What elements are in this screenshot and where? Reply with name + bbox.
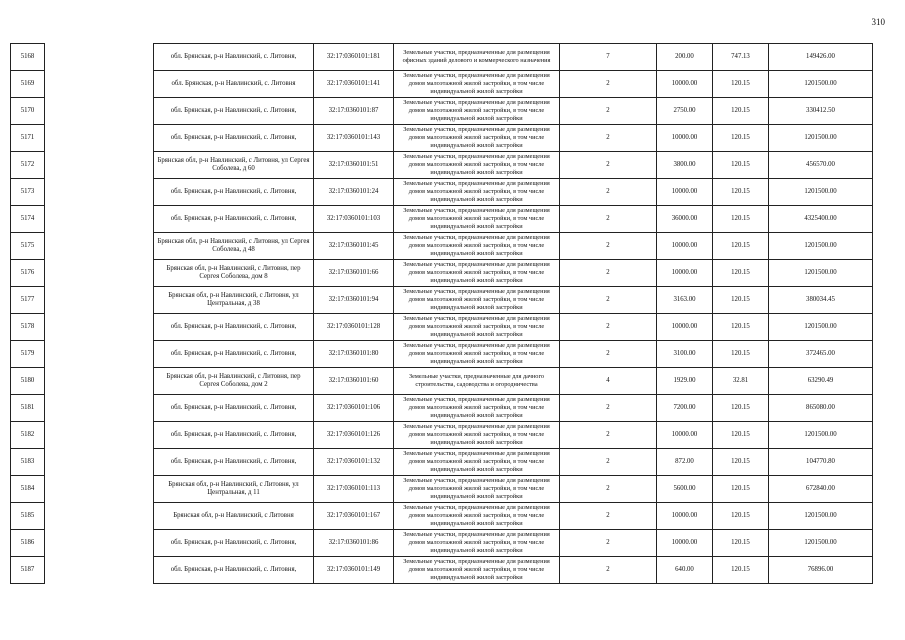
cadastral-number-cell: 32:17:0360101:106 — [314, 395, 394, 422]
spacer-cell — [45, 395, 154, 422]
area-cell: 1929.00 — [657, 368, 713, 395]
land-use-cell: Земельные участки, предназначенные для размещения домов малоэтажной жилой застройки, в том числе индивидуальной жилой застройки — [394, 530, 560, 557]
address-cell: обл. Брянская, р-н Навлинский, с. Литовня, — [154, 449, 314, 476]
specific-value-cell: 32.81 — [713, 368, 769, 395]
area-cell: 3163.00 — [657, 287, 713, 314]
specific-value-cell: 120.15 — [713, 503, 769, 530]
table-row — [11, 530, 873, 557]
category-cell: 2 — [560, 125, 657, 152]
specific-value-cell: 120.15 — [713, 260, 769, 287]
address-cell: обл. Брянская, р-н Навлинский, с. Литовня, — [154, 530, 314, 557]
cadastral-number-cell: 32:17:0360101:113 — [314, 476, 394, 503]
specific-value-cell: 120.15 — [713, 395, 769, 422]
cadastral-value-cell: 1201500.00 — [769, 422, 873, 449]
area-cell: 10000.00 — [657, 260, 713, 287]
row-number: 5172 — [11, 152, 45, 179]
spacer-cell — [45, 476, 154, 503]
table-row — [11, 557, 873, 584]
row-number: 5187 — [11, 557, 45, 584]
land-use-cell: Земельные участки, предназначенные для размещения домов малоэтажной жилой застройки, в том числе индивидуальной жилой застройки — [394, 341, 560, 368]
specific-value-cell: 120.15 — [713, 341, 769, 368]
spacer-cell — [45, 233, 154, 260]
specific-value-cell: 120.15 — [713, 233, 769, 260]
cadastral-number-cell: 32:17:0360101:132 — [314, 449, 394, 476]
table-row — [11, 287, 873, 314]
land-use-cell: Земельные участки, предназначенные для размещения домов малоэтажной жилой застройки, в том числе индивидуальной жилой застройки — [394, 260, 560, 287]
category-cell: 2 — [560, 287, 657, 314]
address-cell: Брянская обл, р-н Навлинский, с Литовня, ул Центральная, д 11 — [154, 476, 314, 503]
category-cell: 2 — [560, 98, 657, 125]
category-cell: 7 — [560, 44, 657, 71]
cadastral-number-cell: 32:17:0360101:66 — [314, 260, 394, 287]
area-cell: 5600.00 — [657, 476, 713, 503]
land-use-cell: Земельные участки, предназначенные для размещения домов малоэтажной жилой застройки, в том числе индивидуальной жилой застройки — [394, 476, 560, 503]
area-cell: 10000.00 — [657, 125, 713, 152]
specific-value-cell: 120.15 — [713, 206, 769, 233]
cadastral-number-cell: 32:17:0360101:94 — [314, 287, 394, 314]
address-cell: обл. Брянская, р-н Навлинский, с. Литовня, — [154, 98, 314, 125]
row-number: 5175 — [11, 233, 45, 260]
spacer-cell — [45, 341, 154, 368]
land-use-cell: Земельные участки, предназначенные для размещения домов малоэтажной жилой застройки, в том числе индивидуальной жилой застройки — [394, 71, 560, 98]
cadastral-value-cell: 76896.00 — [769, 557, 873, 584]
spacer-cell — [45, 260, 154, 287]
cadastral-number-cell: 32:17:0360101:126 — [314, 422, 394, 449]
spacer-cell — [45, 530, 154, 557]
category-cell: 2 — [560, 152, 657, 179]
row-number: 5178 — [11, 314, 45, 341]
land-use-cell: Земельные участки, предназначенные для размещения домов малоэтажной жилой застройки, в том числе индивидуальной жилой застройки — [394, 287, 560, 314]
row-number: 5182 — [11, 422, 45, 449]
table-row — [11, 476, 873, 503]
cadastral-number-cell: 32:17:0360101:51 — [314, 152, 394, 179]
spacer-cell — [45, 44, 154, 71]
specific-value-cell: 120.15 — [713, 557, 769, 584]
category-cell: 2 — [560, 449, 657, 476]
cadastral-number-cell: 32:17:0360101:86 — [314, 530, 394, 557]
cadastral-number-cell: 32:17:0360101:60 — [314, 368, 394, 395]
table-row — [11, 125, 873, 152]
cadastral-value-cell: 1201500.00 — [769, 71, 873, 98]
land-use-cell: Земельные участки, предназначенные для размещения домов малоэтажной жилой застройки, в том числе индивидуальной жилой застройки — [394, 152, 560, 179]
row-number: 5174 — [11, 206, 45, 233]
cadastral-number-cell: 32:17:0360101:45 — [314, 233, 394, 260]
cadastral-value-cell: 1201500.00 — [769, 503, 873, 530]
category-cell: 2 — [560, 422, 657, 449]
address-cell: Брянская обл, р-н Навлинский, с Литовня, ул Центральная, д 38 — [154, 287, 314, 314]
category-cell: 2 — [560, 341, 657, 368]
land-use-cell: Земельные участки, предназначенные для размещения домов малоэтажной жилой застройки, в том числе индивидуальной жилой застройки — [394, 557, 560, 584]
spacer-cell — [45, 98, 154, 125]
cadastral-value-cell: 104770.80 — [769, 449, 873, 476]
table-row — [11, 71, 873, 98]
cadastral-number-cell: 32:17:0360101:24 — [314, 179, 394, 206]
cadastral-value-cell: 63290.49 — [769, 368, 873, 395]
cadastral-value-cell: 1201500.00 — [769, 233, 873, 260]
cadastral-value-cell: 1201500.00 — [769, 314, 873, 341]
area-cell: 36000.00 — [657, 206, 713, 233]
spacer-cell — [45, 368, 154, 395]
spacer-cell — [45, 557, 154, 584]
address-cell: обл. Брянская, р-н Навлинский, с. Литовня, — [154, 125, 314, 152]
cadastral-value-cell: 1201500.00 — [769, 530, 873, 557]
table-body — [11, 44, 873, 584]
address-cell: обл. Брянская, р-н Навлинский, с. Литовня — [154, 71, 314, 98]
spacer-cell — [45, 314, 154, 341]
area-cell: 7200.00 — [657, 395, 713, 422]
row-number: 5168 — [11, 44, 45, 71]
table-row — [11, 206, 873, 233]
address-cell: Брянская обл, р-н Навлинский, с Литовня, ул Сергея Соболева, д 60 — [154, 152, 314, 179]
area-cell: 200.00 — [657, 44, 713, 71]
table-row — [11, 368, 873, 395]
land-use-cell: Земельные участки, предназначенные для размещения домов малоэтажной жилой застройки, в том числе индивидуальной жилой застройки — [394, 503, 560, 530]
spacer-cell — [45, 71, 154, 98]
spacer-cell — [45, 179, 154, 206]
area-cell: 872.00 — [657, 449, 713, 476]
category-cell: 4 — [560, 368, 657, 395]
address-cell: обл. Брянская, р-н Навлинский, с. Литовня, — [154, 206, 314, 233]
land-use-cell: Земельные участки, предназначенные для размещения домов малоэтажной жилой застройки, в том числе индивидуальной жилой застройки — [394, 98, 560, 125]
cadastral-value-cell: 1201500.00 — [769, 260, 873, 287]
area-cell: 2750.00 — [657, 98, 713, 125]
category-cell: 2 — [560, 260, 657, 287]
area-cell: 10000.00 — [657, 233, 713, 260]
table-row — [11, 422, 873, 449]
row-number: 5173 — [11, 179, 45, 206]
row-number: 5179 — [11, 341, 45, 368]
area-cell: 10000.00 — [657, 503, 713, 530]
land-use-cell: Земельные участки, предназначенные для размещения домов малоэтажной жилой застройки, в том числе индивидуальной жилой застройки — [394, 449, 560, 476]
row-number: 5176 — [11, 260, 45, 287]
cadastral-value-cell: 1201500.00 — [769, 179, 873, 206]
address-cell: Брянская обл, р-н Навлинский, с Литовня, пер Сергея Соболева, дом 8 — [154, 260, 314, 287]
cadastral-value-table — [10, 43, 872, 584]
address-cell: обл. Брянская, р-н Навлинский, с. Литовня, — [154, 341, 314, 368]
area-cell: 10000.00 — [657, 71, 713, 98]
cadastral-value-cell: 1201500.00 — [769, 125, 873, 152]
table-row — [11, 260, 873, 287]
row-number: 5186 — [11, 530, 45, 557]
area-cell: 10000.00 — [657, 530, 713, 557]
cadastral-number-cell: 32:17:0360101:128 — [314, 314, 394, 341]
land-use-cell: Земельные участки, предназначенные для размещения домов малоэтажной жилой застройки, в том числе индивидуальной жилой застройки — [394, 125, 560, 152]
cadastral-value-cell: 4325400.00 — [769, 206, 873, 233]
address-cell: обл. Брянская, р-н Навлинский, с. Литовня, — [154, 179, 314, 206]
table-row — [11, 395, 873, 422]
table-row — [11, 44, 873, 71]
spacer-cell — [45, 287, 154, 314]
specific-value-cell: 747.13 — [713, 44, 769, 71]
specific-value-cell: 120.15 — [713, 125, 769, 152]
specific-value-cell: 120.15 — [713, 476, 769, 503]
cadastral-number-cell: 32:17:0360101:141 — [314, 71, 394, 98]
area-cell: 3800.00 — [657, 152, 713, 179]
category-cell: 2 — [560, 179, 657, 206]
cadastral-value-cell: 672840.00 — [769, 476, 873, 503]
address-cell: обл. Брянская, р-н Навлинский, с. Литовня, — [154, 44, 314, 71]
area-cell: 10000.00 — [657, 422, 713, 449]
cadastral-number-cell: 32:17:0360101:149 — [314, 557, 394, 584]
page-number: 310 — [871, 17, 885, 27]
spacer-cell — [45, 125, 154, 152]
land-plots-table — [10, 43, 873, 584]
area-cell: 10000.00 — [657, 179, 713, 206]
category-cell: 2 — [560, 530, 657, 557]
address-cell: обл. Брянская, р-н Навлинский, с. Литовня, — [154, 422, 314, 449]
category-cell: 2 — [560, 395, 657, 422]
spacer-cell — [45, 449, 154, 476]
table-row — [11, 179, 873, 206]
specific-value-cell: 120.15 — [713, 152, 769, 179]
spacer-cell — [45, 206, 154, 233]
area-cell: 10000.00 — [657, 314, 713, 341]
specific-value-cell: 120.15 — [713, 179, 769, 206]
land-use-cell: Земельные участки, предназначенные для размещения офисных зданий делового и коммерческого назначения — [394, 44, 560, 71]
spacer-cell — [45, 503, 154, 530]
category-cell: 2 — [560, 233, 657, 260]
cadastral-number-cell: 32:17:0360101:167 — [314, 503, 394, 530]
row-number: 5183 — [11, 449, 45, 476]
address-cell: Брянская обл, р-н Навлинский, с Литовня, ул Сергея Соболева, д 48 — [154, 233, 314, 260]
table-row — [11, 314, 873, 341]
specific-value-cell: 120.15 — [713, 422, 769, 449]
cadastral-value-cell: 865080.00 — [769, 395, 873, 422]
table-row — [11, 503, 873, 530]
row-number: 5171 — [11, 125, 45, 152]
cadastral-number-cell: 32:17:0360101:181 — [314, 44, 394, 71]
cadastral-value-cell: 149426.00 — [769, 44, 873, 71]
cadastral-number-cell: 32:17:0360101:80 — [314, 341, 394, 368]
specific-value-cell: 120.15 — [713, 314, 769, 341]
cadastral-number-cell: 32:17:0360101:143 — [314, 125, 394, 152]
address-cell: обл. Брянская, р-н Навлинский, с. Литовня, — [154, 557, 314, 584]
cadastral-number-cell: 32:17:0360101:87 — [314, 98, 394, 125]
land-use-cell: Земельные участки, предназначенные для размещения домов малоэтажной жилой застройки, в том числе индивидуальной жилой застройки — [394, 233, 560, 260]
address-cell: Брянская обл, р-н Навлинский, с Литовня, пер Сергея Соболева, дом 2 — [154, 368, 314, 395]
spacer-cell — [45, 422, 154, 449]
spacer-cell — [45, 152, 154, 179]
row-number: 5180 — [11, 368, 45, 395]
cadastral-value-cell: 330412.50 — [769, 98, 873, 125]
land-use-cell: Земельные участки, предназначенные для размещения домов малоэтажной жилой застройки, в том числе индивидуальной жилой застройки — [394, 395, 560, 422]
specific-value-cell: 120.15 — [713, 530, 769, 557]
table-row — [11, 98, 873, 125]
category-cell: 2 — [560, 503, 657, 530]
area-cell: 3100.00 — [657, 341, 713, 368]
table-row — [11, 449, 873, 476]
specific-value-cell: 120.15 — [713, 98, 769, 125]
address-cell: Брянская обл, р-н Навлинский, с Литовня — [154, 503, 314, 530]
address-cell: обл. Брянская, р-н Навлинский, с. Литовня, — [154, 395, 314, 422]
land-use-cell: Земельные участки, предназначенные для размещения домов малоэтажной жилой застройки, в том числе индивидуальной жилой застройки — [394, 314, 560, 341]
address-cell: обл. Брянская, р-н Навлинский, с. Литовня, — [154, 314, 314, 341]
category-cell: 2 — [560, 314, 657, 341]
cadastral-value-cell: 380034.45 — [769, 287, 873, 314]
cadastral-value-cell: 456570.00 — [769, 152, 873, 179]
row-number: 5185 — [11, 503, 45, 530]
row-number: 5181 — [11, 395, 45, 422]
specific-value-cell: 120.15 — [713, 287, 769, 314]
specific-value-cell: 120.15 — [713, 449, 769, 476]
table-row — [11, 233, 873, 260]
cadastral-value-cell: 372465.00 — [769, 341, 873, 368]
specific-value-cell: 120.15 — [713, 71, 769, 98]
row-number: 5169 — [11, 71, 45, 98]
land-use-cell: Земельные участки, предназначенные для дачного строительства, садоводства и огородничества — [394, 368, 560, 395]
category-cell: 2 — [560, 71, 657, 98]
land-use-cell: Земельные участки, предназначенные для размещения домов малоэтажной жилой застройки, в том числе индивидуальной жилой застройки — [394, 206, 560, 233]
land-use-cell: Земельные участки, предназначенные для размещения домов малоэтажной жилой застройки, в том числе индивидуальной жилой застройки — [394, 179, 560, 206]
row-number: 5170 — [11, 98, 45, 125]
land-use-cell: Земельные участки, предназначенные для размещения домов малоэтажной жилой застройки, в том числе индивидуальной жилой застройки — [394, 422, 560, 449]
row-number: 5177 — [11, 287, 45, 314]
cadastral-number-cell: 32:17:0360101:103 — [314, 206, 394, 233]
category-cell: 2 — [560, 206, 657, 233]
row-number: 5184 — [11, 476, 45, 503]
table-row — [11, 152, 873, 179]
category-cell: 2 — [560, 476, 657, 503]
category-cell: 2 — [560, 557, 657, 584]
table-row — [11, 341, 873, 368]
area-cell: 640.00 — [657, 557, 713, 584]
